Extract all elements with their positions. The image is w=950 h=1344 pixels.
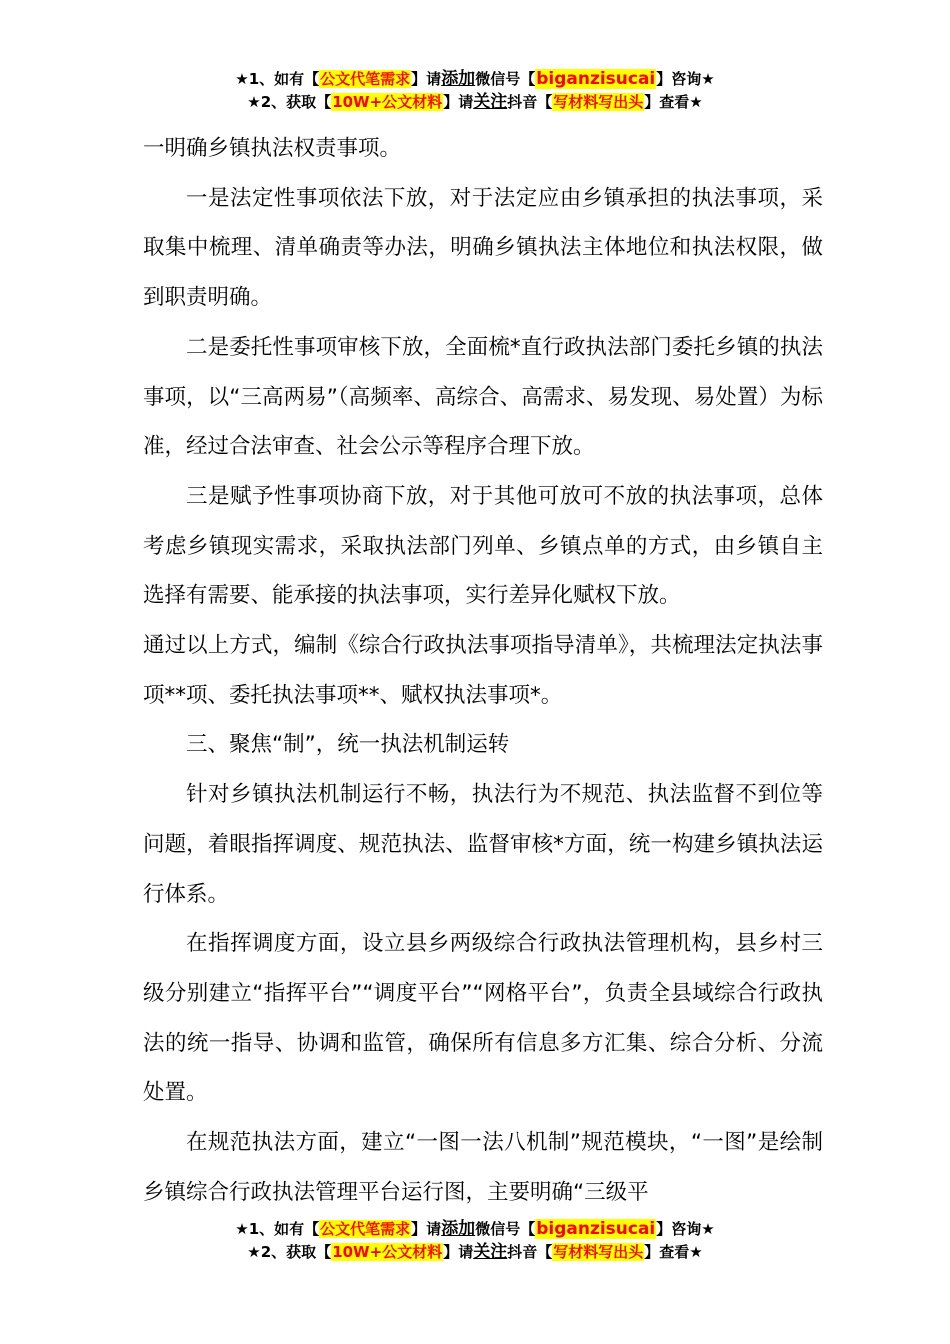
footer-banner xyxy=(0,1218,950,1264)
paragraph: 在规范执法方面，建立“一图一法八机制”规范模块，“一图”是绘制乡镇综合行政执法管理平台运行图，主要明确“三级平 xyxy=(143,1130,823,1205)
banner-line-2 xyxy=(0,1241,950,1264)
banner-text: 】查看★ xyxy=(644,1243,703,1261)
wechat-id: biganzisucai xyxy=(536,1219,656,1239)
banner-text: 微信号【 xyxy=(475,70,536,88)
paragraph: 通过以上方式，编制《综合行政执法事项指导清单》，共梳理法定执法事项**项、委托执法事项**、赋权执法事项*。 xyxy=(143,633,823,708)
banner-text: 抖音【 xyxy=(507,93,553,111)
banner-text: ★1、如有【 xyxy=(235,1220,320,1238)
highlight-text: 公文代笔需求 xyxy=(320,1220,411,1238)
banner-text: ★2、获取【 xyxy=(247,93,332,111)
banner-line-1 xyxy=(0,68,950,91)
paragraph: 三是赋予性事项协商下放，对于其他可放可不放的执法事项，总体考虑乡镇现实需求，采取执法部门列单、乡镇点单的方式，由乡镇自主选择有需要、能承接的执法事项，实行差异化赋权下放。 xyxy=(143,483,823,609)
paragraph: 一是法定性事项依法下放，对于法定应由乡镇承担的执法事项，采取集中梳理、清单确责等办法，明确乡镇执法主体地位和执法权限，做到职责明确。 xyxy=(143,185,823,311)
paragraph: 针对乡镇执法机制运行不畅，执法行为不规范、执法监督不到位等问题，着眼指挥调度、规范执法、监督审核*方面，统一构建乡镇执法运行体系。 xyxy=(143,782,823,907)
document-body xyxy=(143,124,823,1217)
banner-text: 】请 xyxy=(411,70,442,88)
paragraph: 一明确乡镇执法权责事项。 xyxy=(143,136,402,161)
header-banner xyxy=(0,68,950,114)
paragraph: 在指挥调度方面，设立县乡两级综合行政执法管理机构，县乡村三级分别建立“指挥平台”“调度平台”“网格平台”，负责全县域综合行政执法的统一指导、协调和监管，确保所有信息多方汇集、综合分析、分流处置。 xyxy=(143,931,823,1106)
banner-text: 抖音【 xyxy=(507,1243,553,1261)
douyin-name: 写材料写出头 xyxy=(553,93,644,111)
wechat-id: biganzisucai xyxy=(536,69,656,89)
highlight-text: 10W+公文材料 xyxy=(332,93,443,111)
underlined-text: 添加 xyxy=(441,69,476,89)
banner-text: 微信号【 xyxy=(475,1220,536,1238)
banner-text: ★2、获取【 xyxy=(247,1243,332,1261)
banner-text: 】请 xyxy=(411,1220,442,1238)
underlined-text: 关注 xyxy=(473,1242,508,1262)
underlined-text: 添加 xyxy=(441,1219,476,1239)
banner-text: 】请 xyxy=(443,93,474,111)
banner-text: 】咨询★ xyxy=(656,1220,715,1238)
banner-line-1 xyxy=(0,1218,950,1241)
underlined-text: 关注 xyxy=(473,92,508,112)
section-heading: 三、聚焦“制”，统一执法机制运转 xyxy=(186,732,510,758)
banner-text: 】咨询★ xyxy=(656,70,715,88)
banner-line-2 xyxy=(0,91,950,114)
paragraph: 二是委托性事项审核下放，全面梳*直行政执法部门委托乡镇的执法事项，以“三高两易”（高频率、高综合、高需求、易发现、易处置）为标准，经过合法审查、社会公示等程序合理下放。 xyxy=(143,334,823,460)
highlight-text: 公文代笔需求 xyxy=(320,70,411,88)
highlight-text: 10W+公文材料 xyxy=(332,1243,443,1261)
banner-text: 】查看★ xyxy=(644,93,703,111)
banner-text: ★1、如有【 xyxy=(235,70,320,88)
banner-text: 】请 xyxy=(443,1243,474,1261)
douyin-name: 写材料写出头 xyxy=(553,1243,644,1261)
